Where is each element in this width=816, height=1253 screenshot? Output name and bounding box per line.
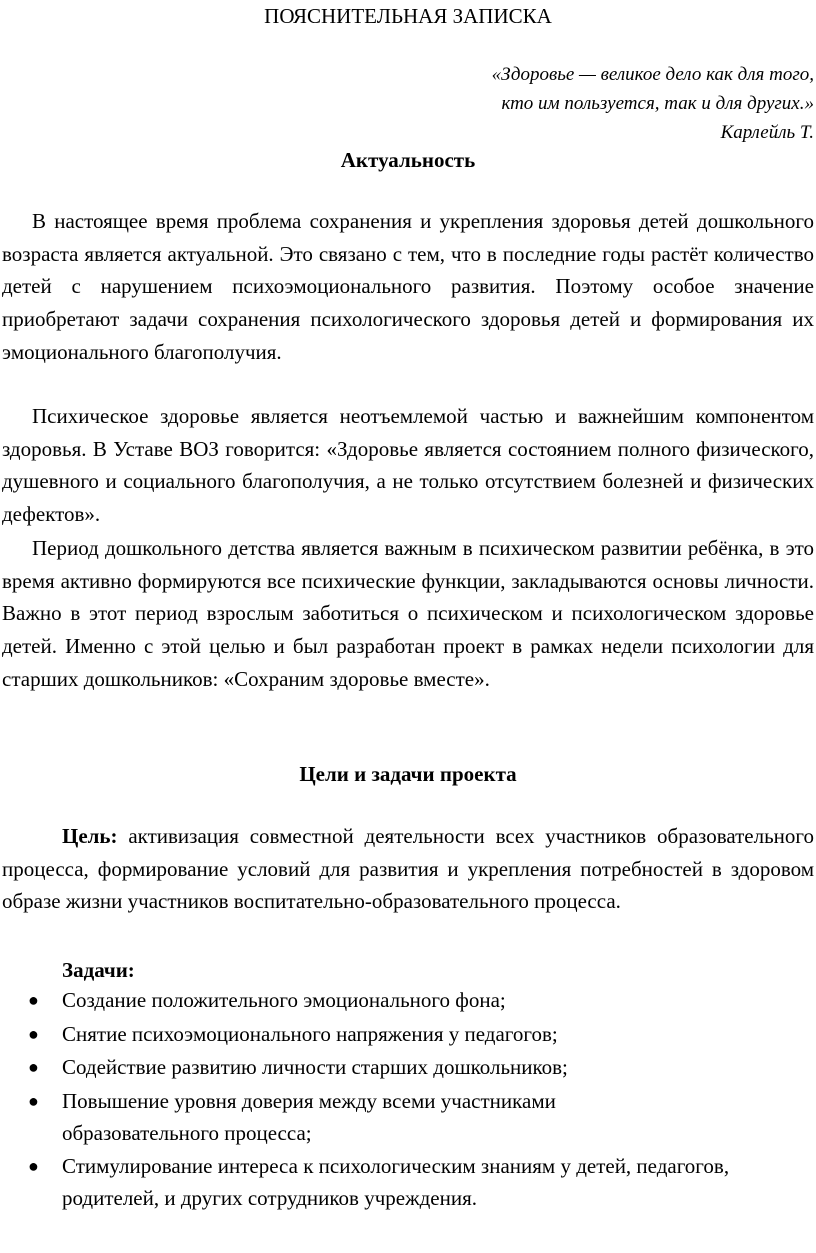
task-text: Повышение уровня доверия между всеми участниками образовательного процесса; bbox=[62, 1088, 556, 1145]
list-item bbox=[0, 1150, 816, 1214]
bullet-icon: ● bbox=[28, 1090, 39, 1111]
task-text: Содействие развитию личности старших дошкольников; bbox=[62, 1055, 568, 1079]
section-heading-goals: Цели и задачи проекта bbox=[299, 762, 517, 786]
bullet-icon: ● bbox=[28, 1057, 39, 1077]
tasks-list bbox=[0, 984, 816, 1216]
task-text: Снятие психоэмоционального напряжения у педагогов; bbox=[62, 1021, 558, 1046]
task-text: Стимулирование интереса к психологическим знаниям у детей, педагогов, родителей, и других сотрудников учреждения. bbox=[62, 1154, 730, 1210]
bullet-icon: ● bbox=[28, 1156, 39, 1176]
list-item bbox=[0, 984, 816, 1016]
document-title: ПОЯСНИТЕЛЬНАЯ ЗАПИСКА bbox=[264, 4, 552, 28]
epigraph-author: Карлейль Т. bbox=[720, 122, 814, 143]
task-text: Создание положительного эмоционального фона; bbox=[62, 988, 506, 1012]
epigraph-line-2: кто им пользуется, так и для других.» bbox=[501, 93, 814, 114]
tasks-label: Задачи: bbox=[62, 958, 135, 982]
epigraph bbox=[492, 60, 814, 147]
paragraph-relevance-3: Период дошкольного детства является важным в психическом развитии ребёнка, в это время активно формируются все психические функции, закладываются основы личности. Важно в этот период взрослым заботиться о психическом и психологическом здоровье детей. Именно с этой целью и был разработан проект в рамках недели психологии для старших дошкольников: «Сохраним здоровье вместе». bbox=[2, 536, 814, 691]
epigraph-line-1: «Здоровье — великое дело как для того, bbox=[491, 64, 814, 85]
bullet-icon: ● bbox=[28, 1023, 39, 1044]
paragraph-relevance-2: Психическое здоровье является неотъемлемой частью и важнейшим компонентом здоровья. В Уставе ВОЗ говорится: «Здоровье является состоянием полного физического, душевного и социального благополучия, а не только отсутствием болезней и физических дефектов». bbox=[2, 404, 814, 527]
goal-emphasis: активизация совместной деятельности всех участников образовательного процесса, bbox=[2, 824, 814, 881]
paragraph-goal bbox=[2, 820, 814, 918]
section-heading-relevance: Актуальность bbox=[340, 148, 476, 172]
list-item bbox=[0, 1051, 816, 1083]
bullet-icon: ● bbox=[28, 990, 39, 1010]
goal-label: Цель: bbox=[62, 824, 118, 848]
goal-text: формирование условий для развития и укрепления потребностей в здоровом образе жизни участников воспитательно-образовательного процесса. bbox=[2, 856, 814, 914]
paragraph-relevance-1: В настоящее время проблема сохранения и укрепления здоровья детей дошкольного возраста является актуальной. Это связано с тем, что в последние годы растёт количество детей с нарушением психоэмоционального развития. Поэтому особое значение приобретают задачи сохранения психологического здоровья детей и формирования их эмоционального благополучия. bbox=[2, 209, 814, 364]
list-item bbox=[0, 1018, 816, 1050]
list-item bbox=[0, 1085, 816, 1149]
